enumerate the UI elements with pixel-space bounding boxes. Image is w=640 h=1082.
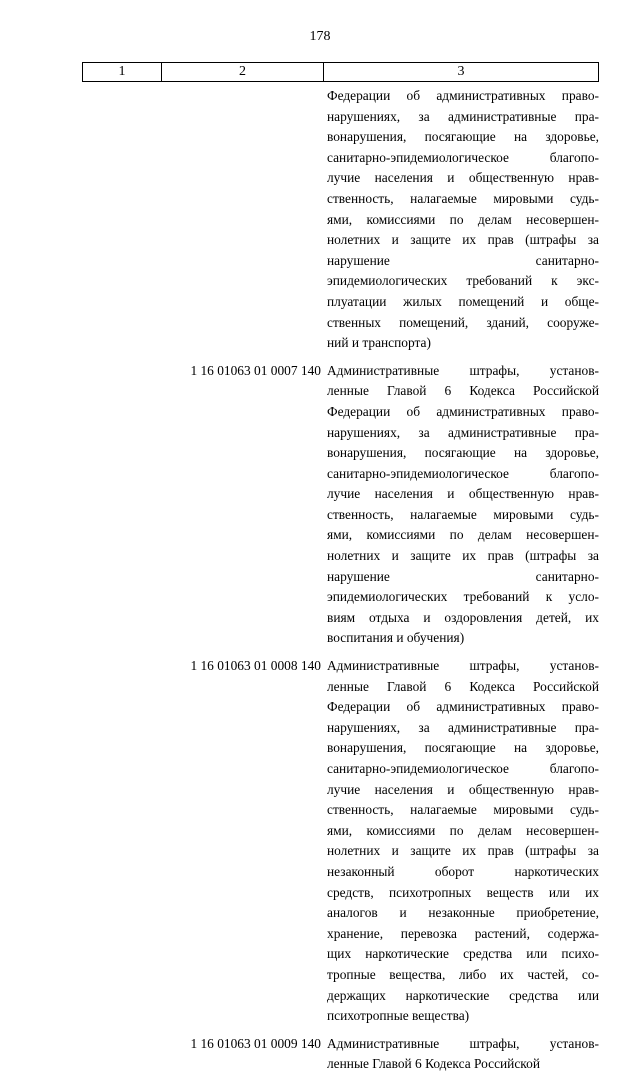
description-line: ленные Главой 6 Кодекса Российской: [327, 678, 599, 694]
description-line: хранение, перевозка растений, содержа-: [327, 925, 599, 941]
description-line: щих наркотические средства или психо-: [327, 946, 599, 962]
description-line: нолетних и защите их прав (штрафы за: [327, 843, 599, 859]
description-line: психотропные вещества): [327, 1008, 470, 1024]
table-body: [82, 86, 599, 1082]
classification-code: 1 16 01063 01 0009 140: [190, 1035, 321, 1051]
column-header-1: 1: [83, 63, 162, 82]
description-line: аналогов и незаконные приобретение,: [327, 905, 599, 921]
description-line: нолетних и защите их прав (штрафы за: [327, 548, 599, 564]
page-number: 178: [309, 29, 331, 44]
description-line: ственность, налагаемые мировыми судь-: [327, 802, 599, 818]
row-description: [325, 361, 599, 649]
description-line: вонарушения, посягающие на здоровье,: [327, 445, 599, 461]
description-line: незаконный оборот наркотических: [327, 863, 599, 879]
table-row: [82, 1034, 599, 1075]
description-line: ями, комиссиями по делам несовершен-: [327, 527, 599, 543]
description-line: воспитания и обучения): [327, 630, 465, 646]
description-line: ственность, налагаемые мировыми судь-: [327, 190, 599, 206]
row-description: [325, 656, 599, 1027]
description-line: санитарно-эпидемиологическое благопо-: [327, 149, 599, 165]
column-header-row: [83, 63, 599, 82]
column-header-2: 2: [162, 63, 324, 82]
description-line: ленные Главой 6 Кодекса Российской: [327, 1056, 540, 1072]
description-line: нарушение санитарно-: [327, 568, 599, 584]
description-line: средств, психотропных веществ или их: [327, 884, 599, 900]
column-header-table: [82, 62, 599, 82]
description-line: эпидемиологических требований к экс-: [327, 273, 599, 289]
description-line: лучие населения и общественную нрав-: [327, 781, 599, 797]
description-line: нарушениях, за административные пра-: [327, 719, 599, 735]
description-line: нарушение санитарно-: [327, 252, 599, 268]
table-row: [82, 656, 599, 1027]
description-line: санитарно-эпидемиологическое благопо-: [327, 761, 599, 776]
description-line: ями, комиссиями по делам несовершен-: [327, 211, 599, 227]
description-line: нолетних и защите их прав (штрафы за: [327, 232, 599, 248]
description-line: вонарушения, посягающие на здоровье,: [327, 740, 599, 756]
description-line: ленные Главой 6 Кодекса Российской: [327, 383, 599, 399]
description-line: санитарно-эпидемиологическое благопо-: [327, 465, 599, 481]
description-line: лучие населения и общественную нрав-: [327, 486, 599, 502]
description-line: Федерации об административных право-: [327, 403, 599, 419]
description-line: нарушениях, за административные пра-: [327, 424, 599, 440]
classification-code: 1 16 01063 01 0007 140: [190, 362, 321, 378]
description-line: вонарушения, посягающие на здоровье,: [327, 129, 599, 145]
description-line: тропные вещества, либо их частей, со-: [327, 966, 599, 982]
description-line: виям отдыха и оздоровления детей, их: [327, 609, 599, 625]
description-line: Федерации об административных право-: [327, 88, 599, 103]
row-description: [325, 86, 599, 354]
description-line: эпидемиологических требований к усло-: [327, 589, 599, 605]
description-line: Административные штрафы, установ-: [327, 658, 599, 674]
classification-code: 1 16 01063 01 0008 140: [190, 658, 321, 674]
column-header-3: 3: [324, 63, 599, 82]
table-row: [82, 361, 599, 649]
table-row: [82, 86, 599, 354]
description-line: лучие населения и общественную нрав-: [327, 170, 599, 186]
description-line: нарушениях, за административные пра-: [327, 108, 599, 124]
description-line: ями, комиссиями по делам несовершен-: [327, 822, 599, 838]
description-line: держащих наркотические средства или: [327, 987, 599, 1003]
description-line: Административные штрафы, установ-: [327, 1035, 599, 1051]
classification-code: [82, 86, 325, 354]
description-line: ственность, налагаемые мировыми судь-: [327, 506, 599, 522]
description-line: Административные штрафы, установ-: [327, 362, 599, 378]
description-line: плуатации жилых помещений и обще-: [327, 293, 599, 309]
row-description: [325, 1034, 599, 1075]
description-line: ственных помещений, зданий, сооруже-: [327, 314, 599, 330]
description-line: Федерации об административных право-: [327, 699, 599, 715]
description-line: ний и транспорта): [327, 335, 431, 351]
